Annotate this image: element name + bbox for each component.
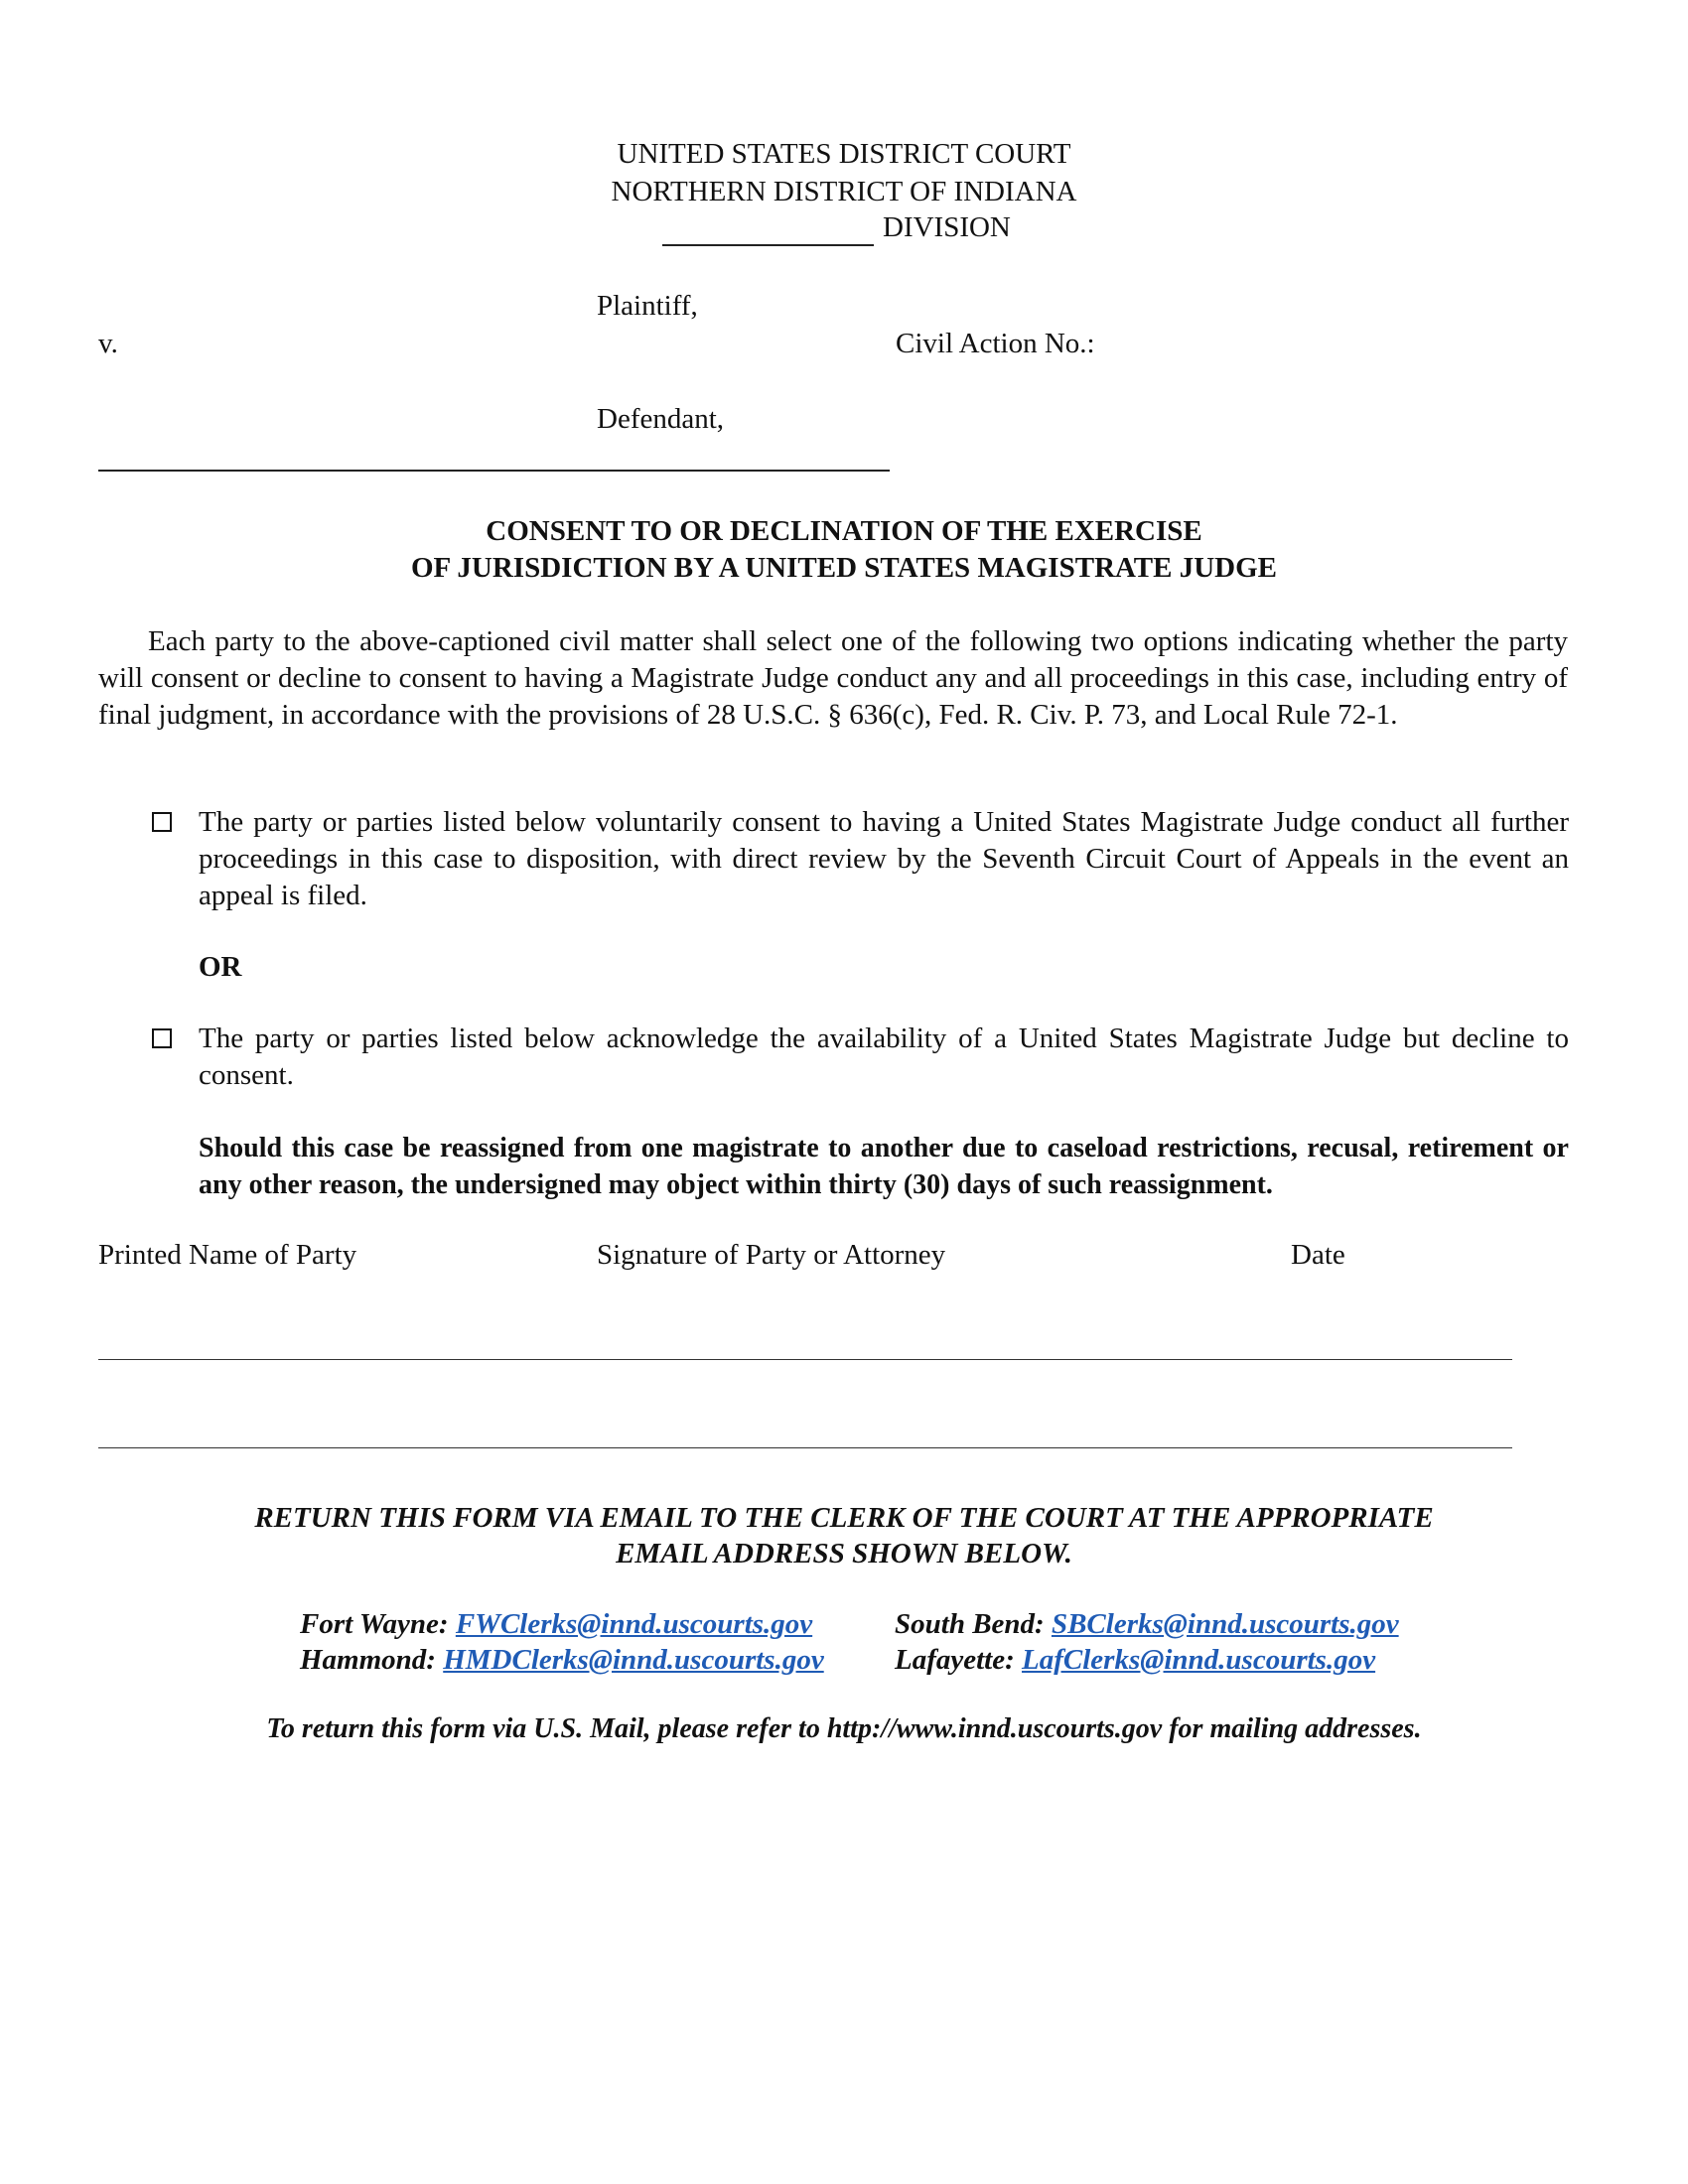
clerk-location: Lafayette: — [895, 1644, 1015, 1676]
mail-note: To return this form via U.S. Mail, please refer to http://www.innd.uscourts.gov for mailing addresses. — [266, 1713, 1422, 1744]
clerk-location: South Bend: — [895, 1608, 1045, 1640]
printed-name-header: Printed Name of Party — [98, 1239, 357, 1271]
or-separator: OR — [199, 951, 242, 983]
versus-label: v. — [98, 328, 118, 359]
consent-checkbox[interactable] — [152, 812, 172, 832]
clerk-location: Fort Wayne: — [300, 1608, 449, 1640]
clerk-location: Hammond: — [300, 1644, 436, 1676]
consent-option-text: The party or parties listed below voluntarily consent to having a United States Magistrate Judge conduct all further proceedings in this case to disposition, with direct review by the Seventh Circuit Court of Appeals in the event an appeal is filed. — [199, 806, 1569, 911]
return-instructions-line1: RETURN THIS FORM VIA EMAIL TO THE CLERK OF THE COURT AT THE APPROPRIATE — [254, 1502, 1434, 1534]
division-label: DIVISION — [883, 211, 1011, 243]
signature-header: Signature of Party or Attorney — [597, 1239, 946, 1271]
clerk-lafayette — [895, 1642, 1375, 1679]
clerk-email-link[interactable]: LafClerks@innd.uscourts.gov — [1022, 1644, 1376, 1676]
decline-option-text: The party or parties listed below acknowledge the availability of a United States Magistrate Judge but decline to consent. — [199, 1023, 1569, 1091]
clerk-email-link[interactable]: SBClerks@innd.uscourts.gov — [1051, 1608, 1399, 1640]
signature-line-2[interactable] — [98, 1447, 1512, 1448]
signature-line-1[interactable] — [98, 1359, 1512, 1360]
plaintiff-label: Plaintiff, — [597, 290, 698, 322]
clerk-email-link[interactable]: HMDClerks@innd.uscourts.gov — [443, 1644, 824, 1676]
clerk-south-bend — [895, 1606, 1399, 1643]
civil-action-label: Civil Action No.: — [896, 328, 1095, 359]
decline-checkbox[interactable] — [152, 1028, 172, 1048]
clerk-hammond — [300, 1642, 824, 1679]
district-name: NORTHERN DISTRICT OF INDIANA — [611, 176, 1077, 207]
clerk-fort-wayne — [300, 1606, 812, 1643]
division-blank-line[interactable] — [662, 244, 874, 246]
intro-paragraph: Each party to the above-captioned civil matter shall select one of the following two options indicating whether the party will consent or decline to consent to having a Magistrate Judge conduct any and all proceedings in this case, including entry of final judgment, in accordance with the provisions of 28 U.S.C. § 636(c), Fed. R. Civ. P. 73, and Local Rule 72-1. — [98, 625, 1568, 731]
form-title-line2: OF JURISDICTION BY A UNITED STATES MAGISTRATE JUDGE — [410, 552, 1278, 584]
court-name: UNITED STATES DISTRICT COURT — [617, 138, 1071, 170]
return-instructions-line2: EMAIL ADDRESS SHOWN BELOW. — [616, 1538, 1072, 1570]
reassignment-notice: Should this case be reassigned from one magistrate to another due to caseload restrictions, recusal, retirement or any other reason, the undersigned may object within thirty (30) days of such reassignment. — [199, 1133, 1569, 1200]
form-title-line1: CONSENT TO OR DECLINATION OF THE EXERCISE — [486, 515, 1202, 547]
date-header: Date — [1291, 1239, 1345, 1271]
caption-underline — [98, 470, 890, 472]
clerk-email-link[interactable]: FWClerks@innd.uscourts.gov — [455, 1608, 813, 1640]
defendant-label: Defendant, — [597, 403, 725, 435]
